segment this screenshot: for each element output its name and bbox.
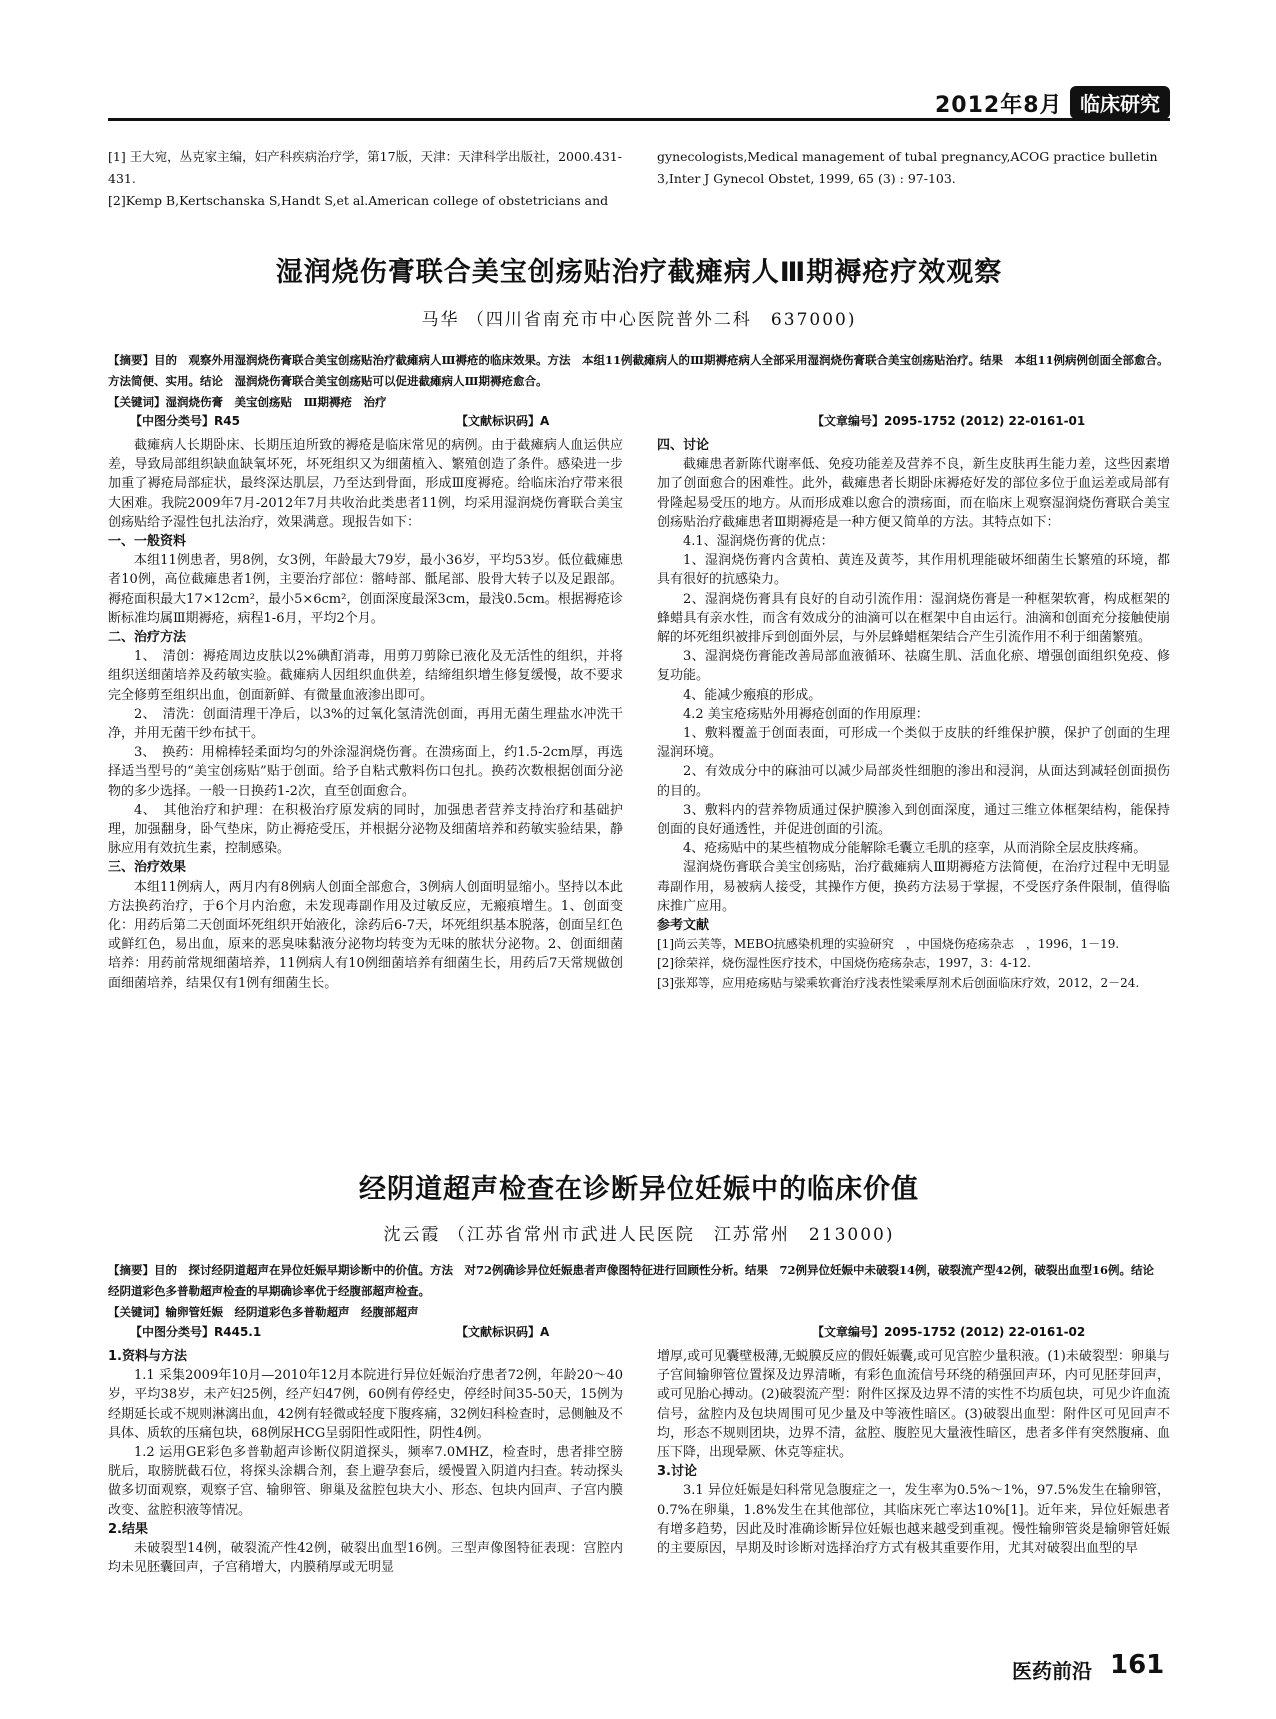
paragraph: 本组11例病人，两月内有8例病人创面全部愈合，3例病人创面明显缩小。坚持以本此方法换药治疗，于6个月内治愈，未发现毒副作用及过敏反应，无瘢痕增生。1、创面变化：用药后第二天创面坏死组织开始液化，涂药后6-7天，坏死组织基本脱落，创面呈红色或鲜红色，易出血，原来的恶臭味黏液分泌物均转变为无味的脓状分泌物。2、创面细菌培养：用药前常规细菌培养，11例病人有10例细菌培养有细菌生长，用药后7天常规做创面细菌培养，结果仅有1例有细菌生长。 bbox=[108, 879, 623, 991]
article2-article-number: 【文章编号】2095-1752 (2012) 22-0161-02 bbox=[812, 1325, 1086, 1339]
paragraph: 2、 清洗：创面清理干净后，以3%的过氧化氢清洗创面，再用无菌生理盐水冲洗干净，并用无菌干纱布拭干。 bbox=[108, 706, 623, 742]
issue-date: 2012年8月 bbox=[935, 93, 1063, 118]
paragraph: 2、有效成分中的麻油可以减少局部炎性细胞的渗出和浸润，从面达到减轻创面损伤的目的。 bbox=[657, 764, 1170, 799]
paragraph: 3、敷料内的营养物质通过保护膜渗入到创面深度，通过三维立体框架结构，能保持创面的良好通透性，并促进创面的引流。 bbox=[657, 802, 1170, 838]
paragraph: 4.2 美宝疮疡贴外用褥疮创面的作用原理： bbox=[683, 706, 929, 722]
top-references-left bbox=[108, 146, 623, 212]
section-heading: 二、治疗方法 bbox=[108, 630, 187, 646]
reference-item: [3]张郑等，应用疮疡贴与梁乘软膏治疗浅表性梁乘厚剂术后创面临床疗效，2012，2－24. bbox=[657, 975, 1140, 990]
paragraph: 1、 清创：褥疮周边皮肤以2%碘酊消毒，用剪刀剪除已液化及无活性的组织，并将组织送细菌培养及药敏实验。截瘫病人因组织血供差，结缔组织增生修复缓慢，故不要求完全修剪至组织出血，创面新鲜、有微量血液渗出即可。 bbox=[108, 649, 623, 703]
keywords-label: 【关键词】 bbox=[108, 1305, 166, 1319]
abstract-label: 【摘要】 bbox=[108, 1263, 154, 1277]
section-badge: 临床研究 bbox=[1070, 86, 1170, 119]
paragraph: 增厚,或可见囊壁极薄,无蜕膜反应的假妊娠囊,或可见宫腔少量积液。(1)未破裂型：卵巢与子宫间输卵管位置探及边界清晰，有彩色血流信号环绕的稍强回声环，内可见胚芽回声，或可见胎心搏动。(2)破裂流产型：附件区探及边界不清的实性不均质包块，可见少许血流信号，盆腔内及包块周围可见少量及中等液性暗区。(3)破裂出血型：附件区可见回声不均，形态不规则团块，边界不清，盆腔、腹腔见大量液性暗区，患者多伴有突然腹痛、血压下降，出现晕厥、休克等症状。 bbox=[657, 1349, 1170, 1461]
section-heading: 一、一般资料 bbox=[108, 534, 187, 550]
reference-item: [1] 王大宛，丛克家主编，妇产科疾病治疗学，第17版，天津：天津科学出版社，2000.431-431. bbox=[108, 149, 622, 186]
abstract-text: 目的 探讨经阴道超声在异位妊娠早期诊断中的价值。方法 对72例确诊异位妊娠患者声像图特征进行回顾性分析。结果 72例异位妊娠中未破裂14例，破裂流产型42例，破裂出血型16例。结论 经阴道彩色多普勒超声检查的早期确诊率优于经腹部超声检查。 bbox=[108, 1263, 1166, 1298]
paragraph: 4、 其他治疗和护理：在积极治疗原发病的同时，加强患者营养支持治疗和基础护理，加强翻身，卧气垫床，防止褥疮受压，并根据分泌物及细菌培养和药敏实验结果，静脉应用有效抗生素，控制感染。 bbox=[108, 802, 623, 857]
article2-doc-code: 【文献标识码】A bbox=[456, 1325, 550, 1339]
article1-right-column bbox=[657, 436, 1170, 993]
paragraph: 截瘫病人长期卧床、长期压迫所致的褥疮是临床常见的病例。由于截瘫病人血运供应差，导致局部组织缺血缺氧坏死，坏死组织又为细菌植入、繁殖创造了条件。感染进一步加重了褥疮局部症状，最终深达肌层，乃至达到骨面，形成Ⅲ度褥疮。给临床治疗带来很大困难。我院2009年7月-2012年7月共收治此类患者11例，均采用湿润烧伤膏联合美宝创疡贴给予湿性包扎法治疗，效果满意。现报告如下： bbox=[108, 438, 623, 530]
section-heading: 四、讨论 bbox=[657, 438, 710, 453]
paragraph: 2、湿润烧伤膏具有良好的自动引流作用：湿润烧伤膏是一种框架软膏，构成框架的蜂蜡具有亲水性，而含有效成分的油滴可以在框架中自由运行。油滴和创面充分接触使崩解的坏死组织被排斥到创面外层，与外层蜂蜡框架结合产生引流作用不利于细菌繁殖。 bbox=[657, 591, 1170, 646]
article1-class-number: 【中图分类号】R45 bbox=[130, 414, 240, 428]
paragraph: 4.1、湿润烧伤膏的优点： bbox=[683, 534, 834, 550]
article1-author: 马华 （四川省南充市中心医院普外二科 637000) bbox=[421, 310, 857, 330]
paragraph: 4、疮疡贴中的某些植物成分能解除毛囊立毛肌的痉挛，从而消除全层皮肤疼痛。 bbox=[683, 841, 1147, 857]
section-heading: 三、治疗效果 bbox=[108, 860, 187, 876]
paragraph: 1、敷料覆盖于创面表面，可形成一个类似于皮肤的纤维保护膜，保护了创面的生理湿润环境。 bbox=[657, 726, 1170, 761]
article2-title: 经阴道超声检查在诊断异位妊娠中的临床价值 bbox=[359, 1174, 919, 1205]
paragraph: 1.2 运用GE彩色多普勒超声诊断仪阴道探头，频率7.0MHZ，检查时，患者排空膀胱后，取膀胱截石位，将探头涂耦合剂，套上避孕套后，缓慢置入阴道内扫查。转动探头做多切面观察，观察子宫、输卵管、卵巢及盆腔包块大小、形态、包块内回声、子宫内膜改变、盆腔积液等情况。 bbox=[108, 1445, 623, 1518]
top-references-right: gynecologists,Medical management of tubal pregnancy,ACOG practice bulletin 3,Inter J Gynecol Obstet, 1999, 65 (3) : 97-103. bbox=[657, 149, 1158, 186]
reference-item: [2]Kemp B,Kertschanska S,Handt S,et al.American college of obstetricians and bbox=[108, 193, 609, 208]
page-number: 161 bbox=[1110, 1650, 1165, 1680]
paragraph: 3、 换药：用棉棒轻柔面均匀的外涂湿润烧伤膏。在溃疡面上，约1.5-2cm厚，再选择适当型号的“美宝创疡贴”贴于创面。给予自粘式敷料伤口包扎。换药次数根据创面分泌物的多少选择。一般一日换药1-2次，直至创面愈合。 bbox=[108, 745, 623, 799]
article1-doc-code: 【文献标识码】A bbox=[456, 414, 550, 428]
paragraph: 4、能减少瘢痕的形成。 bbox=[683, 687, 822, 703]
reference-item: [1]尚云芙等，MEBO抗感染机理的实验研究 ，中国烧伤疮疡杂志 ，1996，1－19. bbox=[657, 937, 1120, 952]
section-heading: 1.资料与方法 bbox=[108, 1349, 187, 1364]
abstract-text: 目的 观察外用湿润烧伤膏联合美宝创疡贴治疗截瘫病人Ⅲ褥疮的临床效果。方法 本组11例截瘫病人的Ⅲ期褥疮病人全部采用湿润烧伤膏联合美宝创疡贴治疗。结果 本组11例病例创面全部愈合。方法简便、实用。结论 湿润烧伤膏联合美宝创疡贴可以促进截瘫病人Ⅲ期褥疮愈合。 bbox=[108, 353, 1169, 388]
paragraph: 湿润烧伤膏联合美宝创疡贴，治疗截瘫病人Ⅲ期褥疮方法简便，在治疗过程中无明显毒副作用，易被病人接受，其操作方便，换药方法易于掌握，不受医疗条件限制，值得临床推广应用。 bbox=[657, 860, 1170, 914]
keywords-text: 湿润烧伤膏 美宝创疡贴 Ⅲ期褥疮 治疗 bbox=[165, 395, 387, 409]
section-heading: 参考文献 bbox=[657, 918, 710, 934]
journal-name: 医药前沿 bbox=[1012, 1659, 1092, 1683]
article1-article-number: 【文章编号】2095-1752 (2012) 22-0161-01 bbox=[812, 414, 1086, 428]
paragraph: 1、湿润烧伤膏内含黄柏、黄连及黄芩，其作用机理能破坏细菌生长繁殖的环境，都具有很好的抗感染力。 bbox=[657, 553, 1170, 588]
abstract-label: 【摘要】 bbox=[108, 353, 154, 367]
keywords-label: 【关键词】 bbox=[108, 395, 166, 409]
section-heading: 2.结果 bbox=[108, 1521, 148, 1537]
paragraph: 本组11例患者，男8例，女3例，年龄最大79岁，最小36岁，平均53岁。低位截瘫患者10例，高位截瘫患者1例，主要治疗部位：髂峙部、骶尾部、股骨大转子以及足跟部。褥疮面积最大17×12cm²，最小5×6cm²，创面深度最深3cm，最浅0.5cm。根据褥疮诊断标准均属Ⅲ期褥疮，病程1-6月，平均2个月。 bbox=[108, 553, 623, 626]
header-rule bbox=[108, 118, 1170, 121]
paragraph: 截瘫患者新陈代谢率低、免疫功能差及营养不良，新生皮肤再生能力差，这些因素增加了创面愈合的困难性。此外，截瘫患者长期卧床褥疮好发的部位多位于血运差或局部有骨隆起易受压的地方。从而形成难以愈合的溃疡面，而在临床上观察湿润烧伤膏联合美宝创疡贴治疗截瘫患者Ⅲ期褥疮是一种方便又简单的方法。其特点如下： bbox=[657, 457, 1170, 530]
article2-abstract bbox=[108, 1260, 1170, 1323]
article2-class-number: 【中图分类号】R445.1 bbox=[130, 1325, 262, 1339]
section-heading: 3.讨论 bbox=[657, 1464, 697, 1480]
article2-right-column bbox=[657, 1347, 1170, 1558]
paragraph: 3.1 异位妊娠是妇科常见急腹症之一，发生率为0.5%～1%，97.5%发生在输卵管，0.7%在卵巢，1.8%发生在其他部位，其临床死亡率达10%[1]。近年来，异位妊娠患者有增多趋势，因此及时准确诊断异位妊娠也越来越受到重视。慢性输卵管炎是输卵管妊娠的主要原因，早期及时诊断对选择治疗方式有极其重要作用，尤其对破裂出血型的早 bbox=[657, 1483, 1170, 1557]
article1-left-column bbox=[108, 436, 623, 993]
reference-item: [2]徐荣祥，烧伤湿性医疗技术，中国烧伤疮疡杂志，1997，3：4-12. bbox=[657, 956, 1031, 971]
paragraph: 3、湿润烧伤膏能改善局部血液循环、祛腐生肌、活血化瘀、增强创面组织免疫、修复功能。 bbox=[657, 649, 1170, 684]
keywords-text: 输卵管妊娠 经阴道彩色多普勒超声 经腹部超声 bbox=[165, 1305, 419, 1319]
article2-author: 沈云霞 （江苏省常州市武进人民医院 江苏常州 213000) bbox=[383, 1225, 895, 1245]
article1-title: 湿润烧伤膏联合美宝创疡贴治疗截瘫病人Ⅲ期褥疮疗效观察 bbox=[275, 257, 1003, 288]
article1-abstract bbox=[108, 350, 1170, 413]
article2-left-column bbox=[108, 1347, 623, 1577]
paragraph: 1.1 采集2009年10月—2010年12月本院进行异位妊娠治疗患者72例，年龄20～40岁，平均38岁，未产妇25例，经产妇47例，60例有停经史，停经时间35-50天，15例为经期延长或不规则淋漓出血，42例有轻微或轻度下腹疼痛，32例妇科检查时，忌侧触及不具体、质软的压痛包块，68例尿HCG呈弱阳性或阳性，阴性4例。 bbox=[108, 1368, 623, 1441]
paragraph: 未破裂型14例，破裂流产性42例，破裂出血型16例。三型声像图特征表现：宫腔内均未见胚囊回声，子宫稍增大，内膜稍厚或无明显 bbox=[108, 1541, 623, 1576]
